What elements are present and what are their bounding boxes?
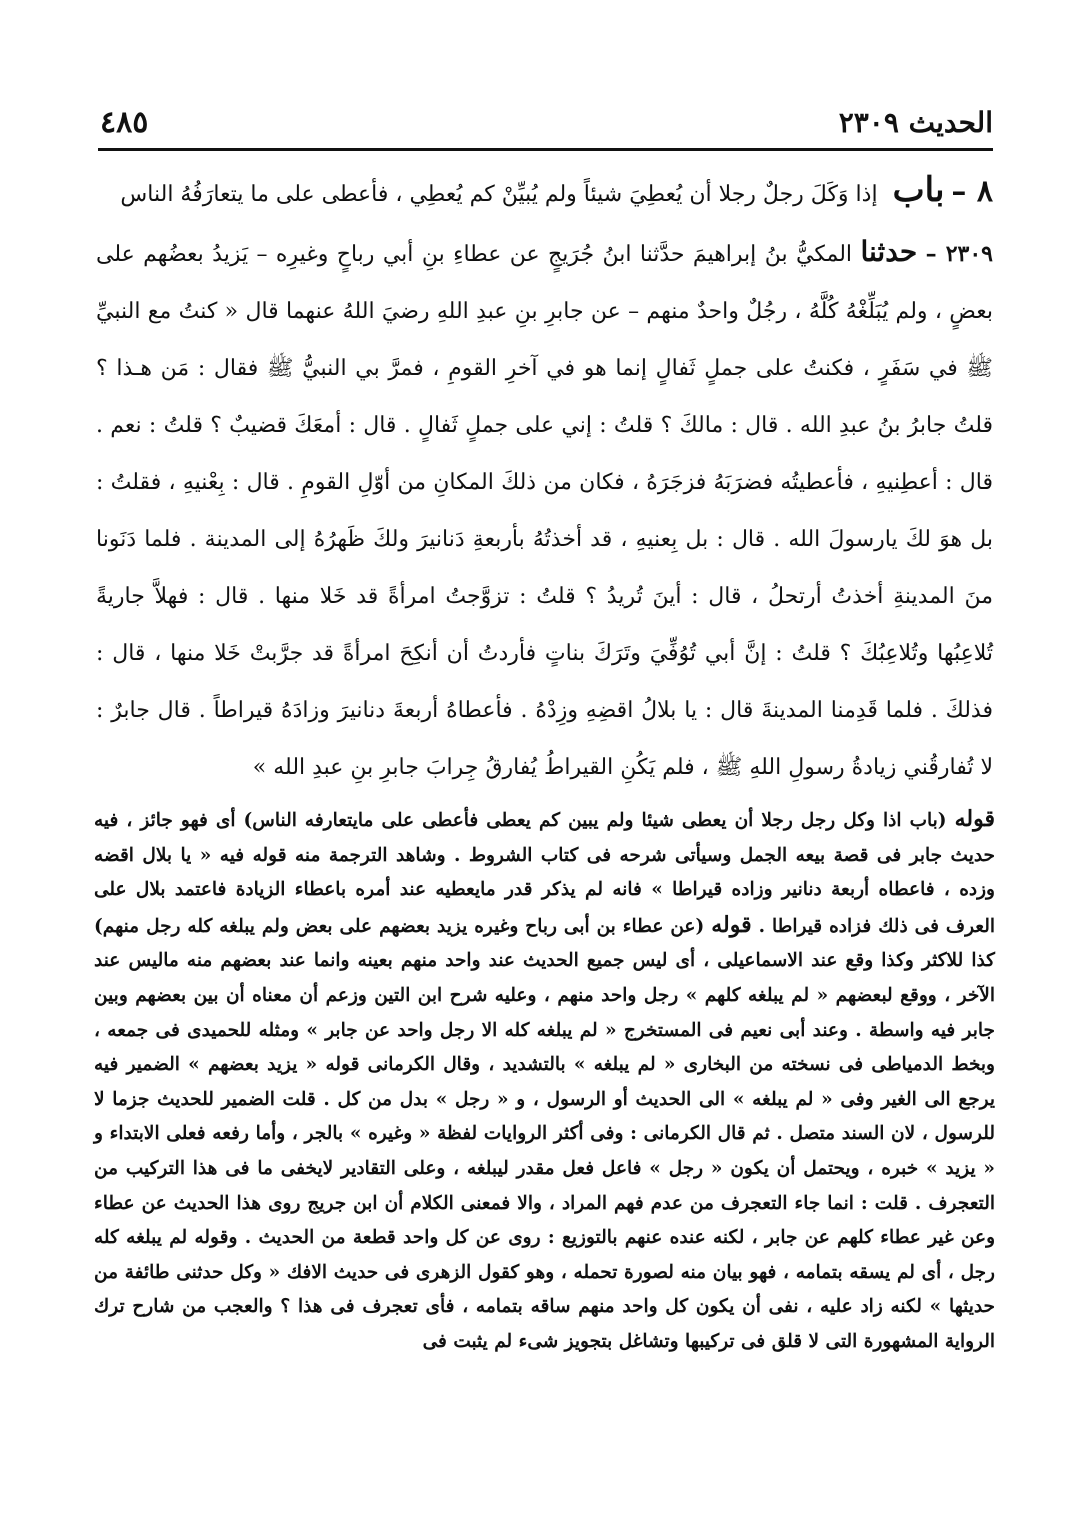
hadith-text-block — [96, 162, 993, 796]
chapter-word: باب — [892, 170, 945, 210]
commentary-opening-2: قوله — [711, 911, 752, 938]
hadith-narration: المكيُّ بنُ إبراهيمَ حدَّثنا ابنُ جُرَيجٍ عن عطاءِ بنِ أبي رباحٍ وغيرِه – يَزيدُ بعضُهم على بعضٍ ، ولم يُبَلِّغْهُ كُلَّهُ ، رجُلٌ واحدٌ منهم – عن جابرِ بنِ عبدِ اللهِ رضيَ اللهُ عنهما قال « كنتُ مع النبيِّ ﷺ في سَفَرٍ ، فكنتُ على جملٍ ثَفالٍ إنما هو في آخرِ القومِ ، فمرَّ بي النبيُّ ﷺ فقال : مَن هـذا ؟ قلتُ جابرُ بنُ عبدِ الله . قال : مالكَ ؟ قلتُ : إني على جملٍ ثَفالٍ . قال : أمعَكَ قضيبٌ ؟ قلتُ : نعم . قال : أعطِنيهِ ، فأعطيتُه فضرَبَهُ فزجَرَهُ ، فكان من ذلكَ المكانِ من أوّلِ القومِ . قال : بِعْنيهِ ، فقلتُ : بل هوَ لكَ يارسولَ الله . قال : بل بِعنيهِ ، قد أخذتُهُ بأربعةِ دَنانيرَ ولكَ ظَهرُهُ إلى المدينة . فلما دَنَونا منَ المدينةِ أخذتُ أرتحلُ ، قال : أينَ تُريدُ ؟ قلتُ : تزوَّجتُ امرأةً قد خَلا منها . قال : فهلاَّ جاريةً تُلاعِبُها وتُلاعِبُكَ ؟ قلتُ : إنَّ أبي تُوُفِّيَ وتَرَكَ بناتٍ فأردتُ أن أنكِحَ امرأةً قد جرَّبتْ خَلا منها ، قال : فذلكَ . فلما قَدِمنا المدينةَ قال : يا بلالُ اقضِهِ وزِدْهُ . فأعطاهُ أربعةَ دنانيرَ وزادَهُ قيراطاً . قال جابرٌ : لا تُفارقُني زيادةُ رسولِ اللهِ ﷺ ، فلم يَكُنِ القيراطُ يُفارقُ جِرابَ جابرِ بنِ عبدِ الله » — [96, 242, 993, 780]
hadith-opening: حدثنا — [860, 235, 918, 268]
chapter-heading — [96, 162, 993, 223]
commentary-text: (باب اذا وكل رجل رجلا أن يعطى شيئا ولم يبين كم يعطى فأعطى على مايتعارفه الناس) أى فهو جائز ، فيه حديث جابر فى قصة بيعه الجمل وسيأتى شرحه فى كتاب الشروط . وشاهد الترجمة منه قوله فيه « يا بلال اقضه وزده ، فاعطاه أربعة دنانير وزاده قيراطا » فانه لم يذكر قدر مايعطيه عند أمره باعطاء الزيادة فاعتمد بلال على العرف فى ذلك فزاده قيراطا . — [94, 810, 995, 937]
header-divider — [98, 148, 993, 151]
chapter-title: إذا وَكَلَ رجلٌ رجلا أن يُعطِيَ شيئاً ولم يُبيِّنْ كم يُعطِي ، فأعطى على ما يتعارَفُهُ الناس — [120, 182, 878, 207]
chapter-number: ٨ – — [951, 174, 993, 209]
page-number: ٤٨٥ — [100, 104, 149, 140]
commentary-opening: قوله — [954, 806, 995, 832]
page-header — [100, 102, 993, 142]
commentary-block — [94, 802, 995, 1360]
hadith-number: ٢٣٠٩ – — [925, 241, 993, 267]
commentary-paragraph — [94, 802, 995, 1360]
hadith-body — [96, 223, 993, 796]
running-head: الحديث ٢٣٠٩ — [838, 105, 993, 139]
commentary-text-2: (عن عطاء بن أبى رباح وغيره يزيد بعضهم على بعض ولم يبلغه كله رجل منهم) كذا للاكثر وكذا وقع عند الاسماعيلى ، أى ليس جميع الحديث عند واحد منهم بعينه وانما عند بعضهم منه ماليس عند الآخر ، ووقع لبعضهم « لم يبلغه كلهم » رجل واحد منهم ، وعليه شرح ابن التين وزعم أن معناه أن بين بعضهم وبين جابر فيه واسطة . وعند أبى نعيم فى المستخرج « لم يبلغه كله الا رجل واحد عن جابر » ومثله للحميدى فى جمعه ، وبخط الدمياطى فى نسخته من البخارى « لم يبلغه » بالتشديد ، وقال الكرمانى قوله « يزيد بعضهم » الضمير فيه يرجع الى الغير وفى « لم يبلغه » الى الحديث أو الرسول ، و « رجل » بدل من كل . قلت الضمير للحديث جزما لا للرسول ، لان السند متصل . ثم قال الكرمانى : وفى أكثر الروايات لفظة « وغيره » بالجر ، وأما رفعه فعلى الابتداء و « يزيد » خبره ، ويحتمل أن يكون « رجل » فاعل فعل مقدر ليبلغه ، وعلى التقادير لايخفى ما فى هذا التركيب من التعجرف . قلت : انما جاء التعجرف من عدم فهم المراد ، والا فمعنى الكلام أن ابن جريج روى هذا الحديث عن عطاء وعن غير عطاء كلهم عن جابر ، لكنه عنده عنهم بالتوزيع : روى عن كل واحد قطعة من الحديث . وقوله لم يبلغه كله رجل ، أى لم يسقه بتمامه ، فهو بيان منه لصورة تحمله ، وهو كقول الزهرى فى حديث الافك « وكل حدثنى طائفة من حديثها » لكنه زاد عليه ، نفى أن يكون كل واحد منهم ساقه بتمامه ، فأى تعجرف فى هذا ؟ والعجب من شارح ترك الرواية المشهورة التى لا قلق فى تركيبها وتشاغل بتجويز شىء لم يثبت فى — [94, 915, 995, 1352]
